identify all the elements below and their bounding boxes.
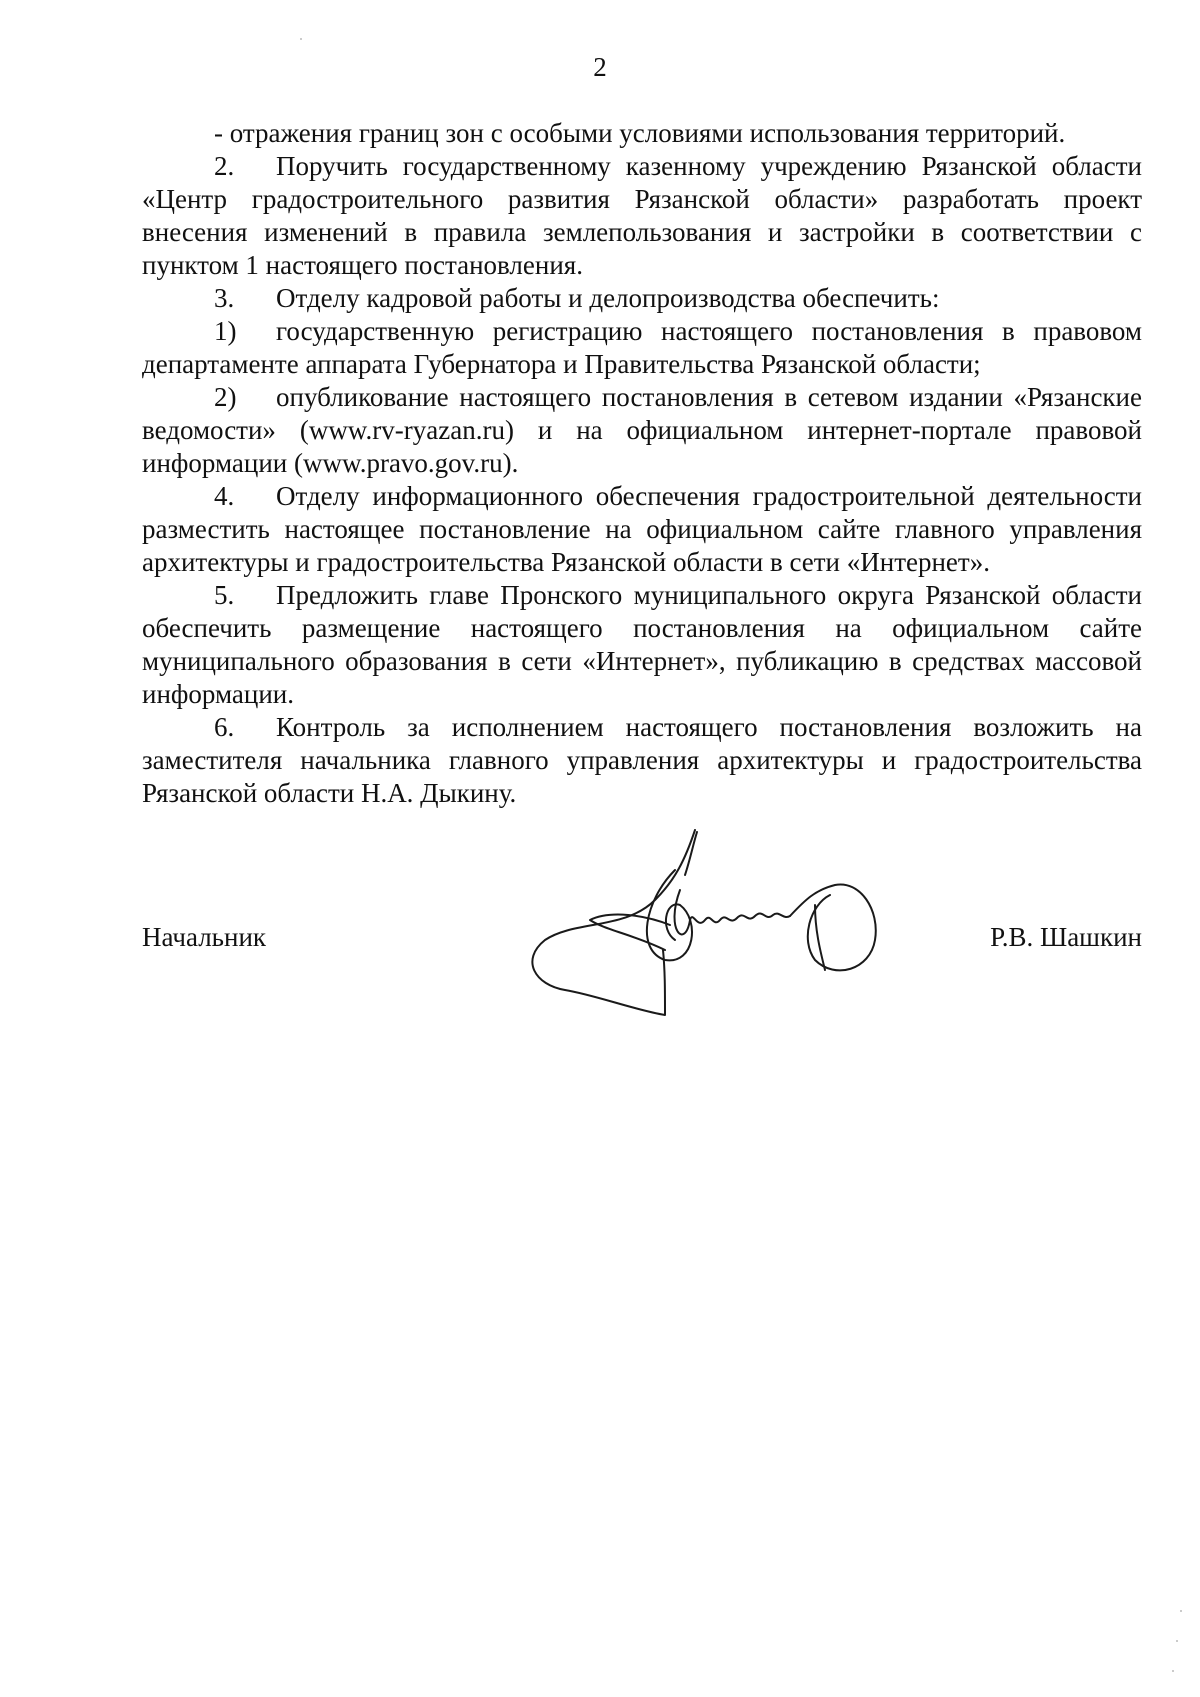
signatory-name: Р.В. Шашкин xyxy=(990,922,1142,952)
paragraph-text: Контроль за исполнением настоящего постановления возложить на заместителя начальника главного управления архитектуры и градостроительства Рязанской области Н.А. Дыкину. xyxy=(142,712,1142,808)
paragraph-item xyxy=(142,579,1142,711)
paragraph-text: опубликование настоящего постановления в сетевом издании «Рязанские ведомости» (www.rv-ryazan.ru) и на официальном интернет-портале правовой информации (www.pravo.gov.ru). xyxy=(142,382,1142,478)
handwritten-signature xyxy=(515,820,915,1020)
scan-speck xyxy=(1180,1610,1182,1612)
paragraph-number: 6. xyxy=(214,712,235,742)
paragraph-number: 2) xyxy=(214,382,237,412)
document-body xyxy=(142,117,1142,810)
scan-speck xyxy=(1172,1670,1174,1672)
paragraph-item xyxy=(142,480,1142,579)
page-number: 2 xyxy=(593,52,607,82)
signatory-title: Начальник xyxy=(142,922,267,952)
paragraph-item xyxy=(142,711,1142,810)
paragraph-number: 4. xyxy=(214,481,235,511)
paragraph-text: государственную регистрацию настоящего постановления в правовом департаменте аппарата Губернатора и Правительства Рязанской области; xyxy=(142,316,1142,379)
paragraph-item xyxy=(142,315,1142,381)
paragraph-text: Предложить главе Пронского муниципального округа Рязанской области обеспечить размещение настоящего постановления на официальном сайте муниципального образования в сети «Интернет», публикацию в средствах массовой информации. xyxy=(142,580,1142,709)
paragraph-text: Отделу кадровой работы и делопроизводства обеспечить: xyxy=(276,283,940,313)
scan-speck xyxy=(300,38,302,40)
paragraph-item xyxy=(142,282,1142,315)
paragraph-number: 2. xyxy=(214,151,235,181)
scan-speck xyxy=(1176,1640,1178,1642)
paragraph-text: - отражения границ зон с особыми условиями использования территорий. xyxy=(214,118,1066,148)
paragraph-text: Отделу информационного обеспечения градостроительной деятельности разместить настоящее постановление на официальном сайте главного управления архитектуры и градостроительства Рязанской области в сети «Интернет». xyxy=(142,481,1142,577)
paragraph-item xyxy=(142,381,1142,480)
paragraph-number: 5. xyxy=(214,580,235,610)
paragraph-number: 3. xyxy=(214,283,235,313)
paragraph-item xyxy=(142,150,1142,282)
paragraph-item xyxy=(142,117,1142,150)
paragraph-text: Поручить государственному казенному учреждению Рязанской области «Центр градостроительного развития Рязанской области» разработать проект внесения изменений в правила землепользования и застройки в соответствии с пунктом 1 настоящего постановления. xyxy=(142,151,1142,280)
paragraph-number: 1) xyxy=(214,316,237,346)
